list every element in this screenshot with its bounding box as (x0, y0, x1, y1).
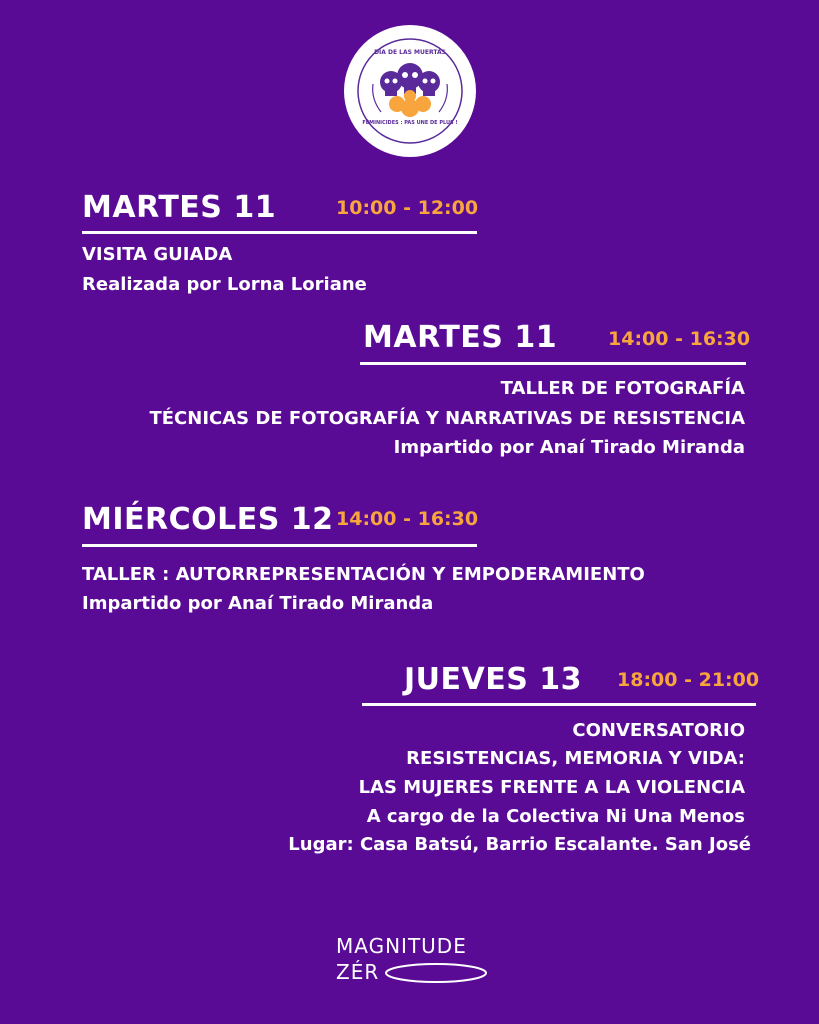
event-4-day: JUEVES 13 (404, 662, 583, 697)
event-3-time: 14:00 - 16:30 (336, 508, 479, 530)
event-2-divider (360, 362, 746, 365)
event-3-day: MIÉRCOLES 12 (82, 502, 334, 537)
event-4-divider (362, 703, 756, 706)
magnitude-zero-logo-line2: ZÉR (336, 960, 380, 984)
event-2-host: Impartido por Anaí Tirado Miranda (393, 437, 745, 458)
event-2-title: TALLER DE FOTOGRAFÍA (500, 378, 745, 399)
seal-top-text: DÍA DE LAS MUERTAS (374, 49, 446, 56)
magnitude-zero-logo-line1: MAGNITUDE (336, 934, 467, 958)
event-4-time: 18:00 - 21:00 (617, 669, 760, 691)
event-3-divider (82, 544, 477, 547)
event-1-time: 10:00 - 12:00 (336, 197, 479, 219)
event-3-title: TALLER : AUTORREPRESENTACIÓN Y EMPODERAMIENTO (82, 564, 645, 585)
event-2-subtitle: TÉCNICAS DE FOTOGRAFÍA Y NARRATIVAS DE RESISTENCIA (149, 408, 745, 429)
logo-ellipse-icon (384, 962, 488, 984)
event-2-day: MARTES 11 (363, 320, 558, 355)
event-1-day: MARTES 11 (82, 190, 277, 225)
event-seal-badge (343, 24, 477, 158)
event-4-subtitle-2: LAS MUJERES FRENTE A LA VIOLENCIA (358, 777, 745, 798)
event-1-host: Realizada por Lorna Loriane (82, 274, 367, 295)
event-1-title: VISITA GUIADA (82, 244, 233, 265)
event-4-host: A cargo de la Colectiva Ni Una Menos (366, 806, 745, 827)
event-4-location: Lugar: Casa Batsú, Barrio Escalante. San José (288, 834, 751, 855)
seal-bottom-text: FÉMINICIDES : PAS UNE DE PLUS ! (362, 120, 458, 126)
event-4-title: CONVERSATORIO (572, 720, 745, 741)
event-4-subtitle-1: RESISTENCIAS, MEMORIA Y VIDA: (406, 748, 745, 769)
event-1-divider (82, 231, 477, 234)
event-2-time: 14:00 - 16:30 (608, 328, 751, 350)
event-3-host: Impartido por Anaí Tirado Miranda (82, 593, 434, 614)
